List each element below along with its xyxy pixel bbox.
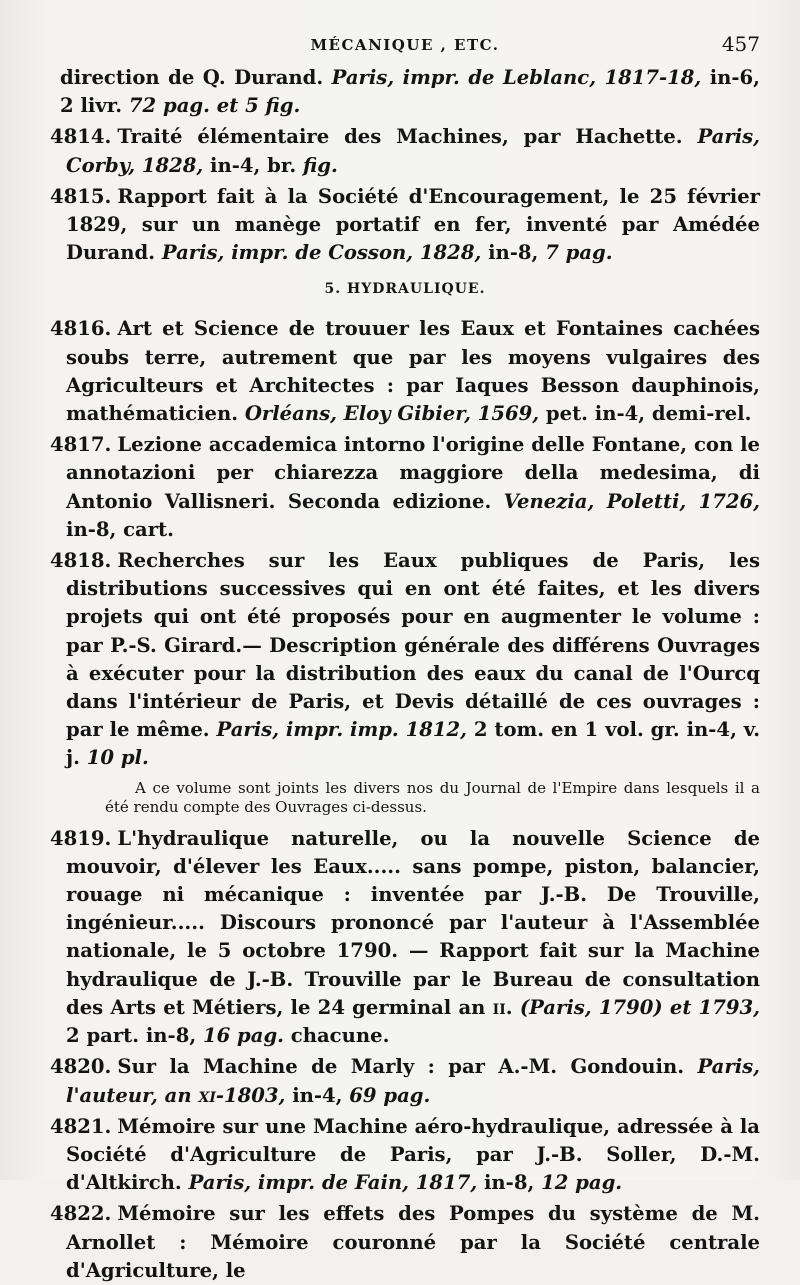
- entry-4820: 4820. Sur la Machine de Marly : par A.-M. Gondouin. Paris, l'auteur, an xi-1803, in-4, 69 pag.: [50, 1055, 760, 1107]
- entry-continuation: direction de Q. Durand. Paris, impr. de Leblanc, 1817-18, in-6, 2 livr. 72 pag. et 5 fig.: [60, 66, 760, 118]
- entry-4817: 4817. Lezione accademica intorno l'origine delle Fontane, con le annotazioni per chiarezza maggiore della medesima, di Antonio Vallisneri. Seconda edizione. Venezia, Poletti, 1726, in-8, cart.: [50, 433, 760, 541]
- entry-4814: 4814. Traité élémentaire des Machines, par Hachette. Paris, Corby, 1828, in-4, br. fig.: [50, 125, 760, 177]
- running-head: [50, 28, 760, 64]
- entry-4819: 4819. L'hydraulique naturelle, ou la nouvelle Science de mouvoir, d'élever les Eaux..... sans pompe, piston, balancier, rouage ni mécanique : inventée par J.-B. De Trouville, ingénieur..... Discours prononcé par l'auteur à l'Assemblée nationale, le 5 octobre 1790. — Rapport fait sur la Machine hydraulique de J.-B. Trouville par le Bureau de consultation des Arts et Métiers, le 24 germinal an ii. (Paris, 1790) et 1793, 2 part. in-8, 16 pag. chacune.: [50, 826, 760, 1048]
- entry-4822: 4822. Mémoire sur les effets des Pompes du système de M. Arnollet : Mémoire couronné par la Société centrale d'Agriculture, le: [50, 1202, 760, 1282]
- entry-4821: 4821. Mémoire sur une Machine aéro-hydraulique, adressée à la Société d'Agriculture de Paris, par J.-B. Soller, D.-M. d'Altkirch. Paris, impr. de Fain, 1817, in-8, 12 pag.: [50, 1114, 760, 1195]
- section-heading: 5. HYDRAULIQUE.: [324, 281, 486, 298]
- entry-4815: 4815. Rapport fait à la Société d'Encouragement, le 25 février 1829, sur un manège portatif en fer, inventé par Amédée Durand. Paris, impr. de Cosson, 1828, in-8, 7 pag.: [50, 184, 760, 265]
- entry-4818-note: A ce volume sont joints les divers nos du Journal de l'Empire dans lesquels il a été rendu compte des Ouvrages ci-dessus.: [105, 778, 760, 816]
- page-number: 457: [721, 32, 760, 56]
- running-head-title: MÉCANIQUE , ETC.: [310, 36, 500, 54]
- entry-4816: 4816. Art et Science de trouuer les Eaux et Fontaines cachées soubs terre, autrement que par les moyens vulgaires des Agriculteurs et Architectes : par Iaques Besson dauphinois, mathématicien. Orléans, Eloy Gibier, 1569, pet. in-4, demi-rel.: [50, 317, 760, 426]
- entry-4818: 4818. Recherches sur les Eaux publiques de Paris, les distributions successives qui en ont été faites, et les divers projets qui ont été proposés pour en augmenter le volume : par P.-S. Girard.— Description générale des différens Ouvrages à exécuter pour la distribution des eaux du canal de l'Ourcq dans l'intérieur de Paris, et Devis détaillé de ces ouvrages : par le même. Paris, impr. imp. 1812, 2 tom. en 1 vol. gr. in-4, v. j. 10 pl.: [50, 549, 761, 770]
